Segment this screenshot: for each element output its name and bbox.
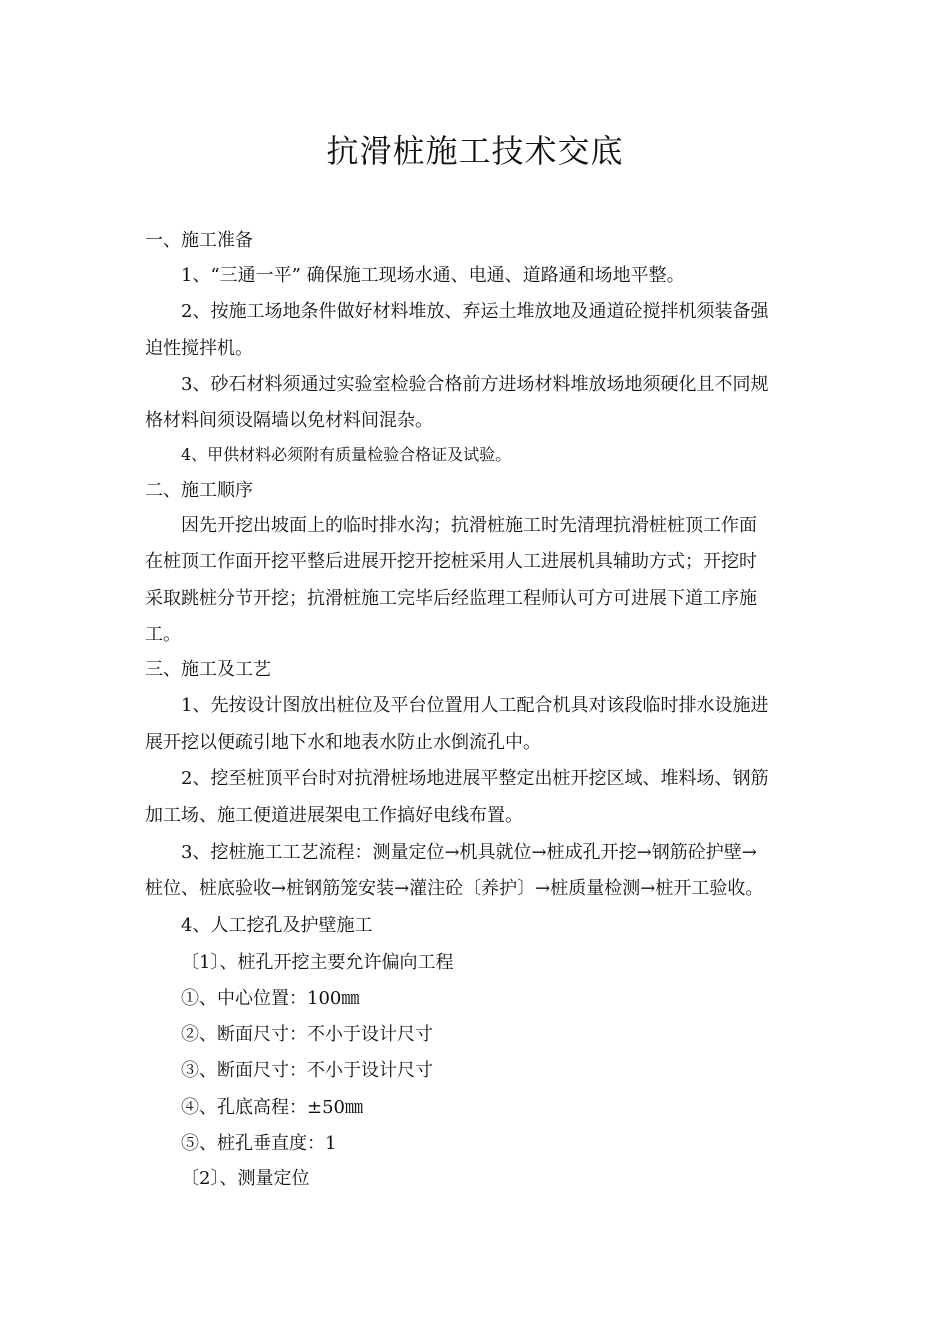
section-heading-preparation: 一、施工准备 xyxy=(145,230,253,251)
list-item: ⑤、桩孔垂直度：1 xyxy=(181,1133,337,1154)
paragraph-line: 3、砂石材料须通过实验室检验合格前方进场材料堆放场地须硬化且不同规 xyxy=(181,374,769,395)
section-heading-sequence: 二、施工顺序 xyxy=(145,480,253,501)
page-title: 抗滑桩施工技术交底 xyxy=(326,132,624,170)
paragraph-line: 工。 xyxy=(145,624,181,645)
paragraph-line: 4、人工挖孔及护壁施工 xyxy=(181,915,373,936)
paragraph-line: 迫性搅拌机。 xyxy=(145,338,253,359)
paragraph-line: 桩位、桩底验收→桩钢筋笼安装→灌注砼〔养护〕→桩质量检测→桩开工验收。 xyxy=(145,878,764,899)
section-heading-process: 三、施工及工艺 xyxy=(145,659,271,680)
paragraph-line: 加工场、施工便道进展架电工作搞好电线布置。 xyxy=(145,805,523,826)
paragraph-line: 3、挖桩施工工艺流程：测量定位→机具就位→桩成孔开挖→钢筋砼护壁→ xyxy=(181,842,757,863)
paragraph-line: 2、挖至桩顶平台时对抗滑桩场地进展平整定出桩开挖区域、堆料场、钢筋 xyxy=(181,768,769,789)
paragraph-line: 展开挖以便疏引地下水和地表水防止水倒流孔中。 xyxy=(145,732,541,753)
list-item: 〔1〕、桩孔开挖主要允许偏向工程 xyxy=(181,952,454,973)
paragraph-line: 在桩顶工作面开挖平整后进展开挖开挖桩采用人工进展机具辅助方式；开挖时 xyxy=(145,551,757,572)
paragraph-line: 4、甲供材料必须附有质量检验合格证及试验。 xyxy=(181,445,512,464)
paragraph-line: 2、按施工场地条件做好材料堆放、弃运土堆放地及通道砼搅拌机须装备强 xyxy=(181,301,769,322)
paragraph-line: 采取跳桩分节开挖；抗滑桩施工完毕后经监理工程师认可方可进展下道工序施 xyxy=(145,588,757,609)
paragraph-line: 1、先按设计图放出桩位及平台位置用人工配合机具对该段临时排水设施进 xyxy=(181,695,769,716)
list-item: ③、断面尺寸：不小于设计尺寸 xyxy=(181,1060,433,1081)
paragraph-line: 1、“三通一平” 确保施工现场水通、电通、道路通和场地平整。 xyxy=(181,265,685,286)
list-item: 〔2〕、测量定位 xyxy=(181,1168,310,1189)
list-item: ④、孔底高程：±50㎜ xyxy=(181,1097,363,1118)
paragraph-line: 因先开挖出坡面上的临时排水沟；抗滑桩施工时先清理抗滑桩桩顶工作面 xyxy=(181,515,757,536)
list-item: ②、断面尺寸：不小于设计尺寸 xyxy=(181,1024,433,1045)
list-item: ①、中心位置：100㎜ xyxy=(181,988,360,1009)
paragraph-line: 格材料间须设隔墙以免材料间混杂。 xyxy=(145,410,433,431)
